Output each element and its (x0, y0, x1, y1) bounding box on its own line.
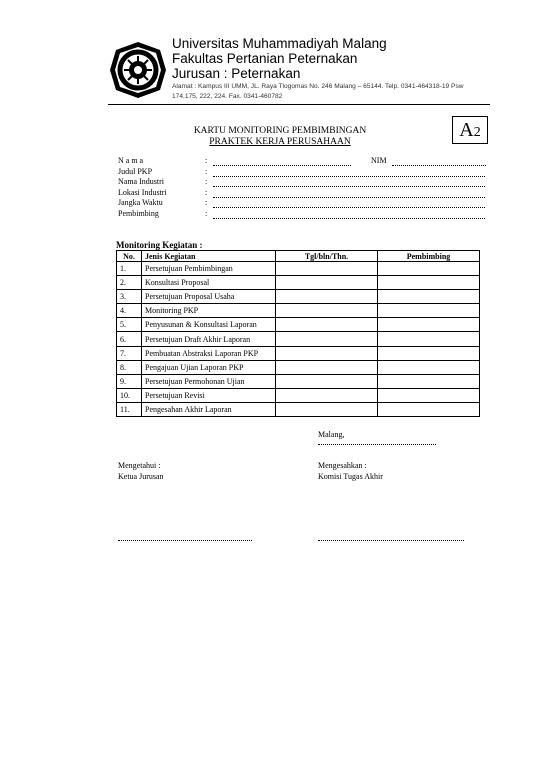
field-label: Judul PKP (118, 166, 153, 176)
approval-left-label: Mengetahui : (118, 461, 161, 470)
right-signature-line[interactable] (318, 540, 464, 541)
lokasi-industri-input[interactable] (213, 191, 485, 198)
row-number: 9. (117, 374, 142, 388)
table-row (117, 276, 480, 290)
activity-name: Konsultasi Proposal (142, 276, 276, 290)
row-number: 10. (117, 388, 142, 402)
table-row (117, 304, 480, 318)
activity-name: Persetujuan Draft Akhir Laporan (142, 332, 276, 346)
activity-name: Persetujuan Proposal Usaha (142, 290, 276, 304)
row-number: 4. (117, 304, 142, 318)
field-colon: : (205, 156, 208, 165)
date-cell[interactable] (276, 402, 378, 416)
faculty-name: Fakultas Pertanian Peternakan (172, 51, 358, 66)
activity-name: Persetujuan Permohonan Ujian (142, 374, 276, 388)
date-cell[interactable] (276, 360, 378, 374)
row-number: 8. (117, 360, 142, 374)
supervisor-signature-cell[interactable] (378, 290, 480, 304)
row-number: 2. (117, 276, 142, 290)
supervisor-signature-cell[interactable] (378, 388, 480, 402)
table-row (117, 388, 480, 402)
column-header-pembimbing: Pembimbing (378, 251, 480, 262)
nama-industri-input[interactable] (213, 180, 485, 187)
supervisor-signature-cell[interactable] (378, 374, 480, 388)
date-cell[interactable] (276, 276, 378, 290)
field-colon: : (205, 198, 208, 208)
nama-input[interactable] (213, 159, 351, 166)
form-title (180, 126, 380, 148)
date-line[interactable] (318, 444, 436, 445)
table-row (117, 262, 480, 276)
city-label: Malang, (318, 430, 345, 439)
row-number: 5. (117, 318, 142, 332)
form-code-number: 2 (473, 125, 481, 140)
monitoring-heading: Monitoring Kegiatan : (116, 240, 203, 250)
nim-input[interactable] (392, 159, 486, 166)
table-row (117, 402, 480, 416)
row-number: 7. (117, 346, 142, 360)
approval-right-label: Mengesahkan : (318, 461, 367, 470)
column-header-jenis-kegiatan: Jenis Kegiatan (142, 251, 276, 262)
letterhead (108, 36, 488, 106)
jangka-waktu-input[interactable] (213, 201, 485, 208)
field-label: Lokasi Industri (118, 187, 167, 197)
field-label: Pembimbing (118, 208, 159, 218)
field-label: N a m a (118, 156, 144, 165)
activity-name: Pengesahan Akhir Laporan (142, 402, 276, 416)
table-header-row (117, 251, 480, 262)
field-label: Jangka Waktu (118, 198, 163, 208)
activity-name: Monitoring PKP (142, 304, 276, 318)
supervisor-signature-cell[interactable] (378, 318, 480, 332)
table-row (117, 374, 480, 388)
date-cell[interactable] (276, 388, 378, 402)
row-number: 1. (117, 262, 142, 276)
date-cell[interactable] (276, 346, 378, 360)
field-colon: : (205, 187, 208, 197)
field-colon: : (205, 166, 208, 176)
supervisor-signature-cell[interactable] (378, 346, 480, 360)
approval-right-role: Komisi Tugas Akhir (318, 472, 383, 481)
header-divider (108, 104, 490, 105)
department-name: Jurusan : Peternakan (172, 66, 301, 81)
date-cell[interactable] (276, 332, 378, 346)
row-number: 3. (117, 290, 142, 304)
form-title-line-2: PRAKTEK KERJA PERUSAHAAN (209, 137, 351, 147)
activity-name: Persetujuan Revisi (142, 388, 276, 402)
field-colon: : (205, 208, 208, 218)
field-label: Nama Industri (118, 177, 164, 187)
row-number: 6. (117, 332, 142, 346)
approval-left-role: Ketua Jurusan (118, 472, 164, 481)
supervisor-signature-cell[interactable] (378, 360, 480, 374)
supervisor-signature-cell[interactable] (378, 276, 480, 290)
activity-name: Persetujuan Pembimbingan (142, 262, 276, 276)
date-cell[interactable] (276, 304, 378, 318)
monitoring-table (116, 250, 480, 417)
form-code-letter: A (459, 119, 474, 141)
table-row (117, 346, 480, 360)
supervisor-signature-cell[interactable] (378, 402, 480, 416)
table-row (117, 332, 480, 346)
date-cell[interactable] (276, 318, 378, 332)
form-title-line-1: KARTU MONITORING PEMBIMBINGAN (193, 126, 367, 136)
row-number: 11. (117, 402, 142, 416)
pembimbing-input[interactable] (213, 212, 485, 219)
field-colon: : (205, 177, 208, 187)
university-name: Universitas Muhammadiyah Malang (172, 36, 387, 51)
left-signature-line[interactable] (118, 540, 252, 541)
supervisor-signature-cell[interactable] (378, 262, 480, 276)
date-cell[interactable] (276, 290, 378, 304)
activity-name: Pembuatan Abstraksi Laporan PKP (142, 346, 276, 360)
activity-name: Penyusunan & Konsultasi Laporan (142, 318, 276, 332)
table-row (117, 290, 480, 304)
address-line-2: 174,175, 222, 224. Fax. 0341-460782 (172, 93, 283, 100)
column-header-tanggal: Tgl/bln/Thn. (276, 251, 378, 262)
supervisor-signature-cell[interactable] (378, 332, 480, 346)
table-row (117, 318, 480, 332)
column-header-no: No. (117, 251, 142, 262)
judul-pkp-input[interactable] (213, 170, 485, 177)
table-row (117, 360, 480, 374)
date-cell[interactable] (276, 262, 378, 276)
activity-name: Pengajuan Ujian Laporan PKP (142, 360, 276, 374)
form-code-box (452, 116, 488, 144)
date-cell[interactable] (276, 374, 378, 388)
university-logo-icon (108, 40, 168, 100)
supervisor-signature-cell[interactable] (378, 304, 480, 318)
address-line-1: Alamat : Kampus III UMM, JL. Raya Tlogomas No. 246 Malang – 65144. Telp. 0341-464318-19 Psw (172, 83, 464, 90)
nim-label: NIM (371, 156, 387, 165)
